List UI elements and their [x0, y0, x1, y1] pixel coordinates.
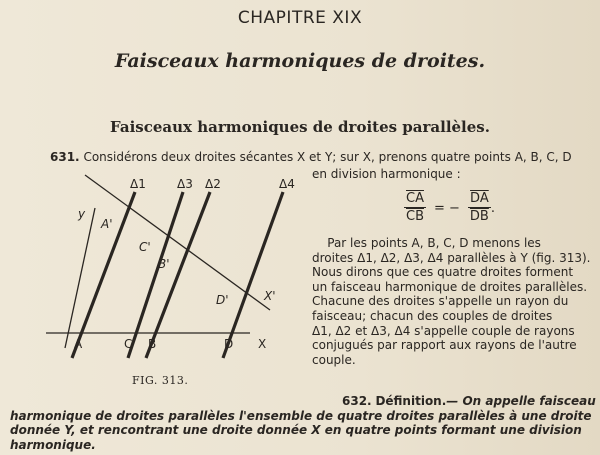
text-line: Nous dirons que ces quatre droites forment	[312, 265, 574, 280]
definition-intro: — On appelle faisceau	[446, 394, 596, 408]
label-delta-4: Δ4	[279, 177, 295, 191]
figure-caption: FIG. 313.	[132, 374, 189, 387]
label-b-prime: B'	[158, 257, 170, 271]
section-title: Faisceaux harmoniques de droites parallèles.	[110, 118, 490, 136]
text-line: Par les points A, B, C, D menons les	[312, 236, 541, 250]
text-line: donnée Y, et rencontrant une droite donnée X en quatre points formant une division	[10, 423, 582, 438]
fraction-right	[468, 191, 491, 225]
line-x-prime	[85, 175, 270, 310]
paragraph-631-line2: en division harmonique :	[312, 167, 461, 181]
label-y: y	[78, 207, 86, 221]
paragraph-631-intro	[50, 150, 600, 165]
paragraph-text: Considérons deux droites sécantes X et Y; sur X, prenons quatre points A, B, C, D	[83, 150, 572, 164]
numerator: $\overline{DA}$	[470, 191, 489, 206]
label-d-prime: D'	[216, 293, 229, 307]
paragraph-number: 631.	[50, 150, 80, 164]
paragraph-631-body	[312, 236, 594, 367]
chapter-heading: CHAPITRE XIX	[237, 8, 363, 28]
text-line: Δ1, Δ2 et Δ3, Δ4 s'appelle couple de rayons	[312, 323, 575, 338]
label-x-prime: X'	[264, 289, 276, 303]
label-x: X	[258, 337, 267, 351]
line-y	[65, 208, 95, 348]
label-c: C	[124, 337, 133, 351]
paragraph-632	[10, 394, 600, 452]
fraction-left	[404, 191, 426, 225]
denominator: CB	[406, 209, 424, 224]
label-d: D	[224, 337, 234, 351]
label-a: A	[74, 337, 83, 351]
figure-313	[0, 170, 310, 370]
ray-delta-4	[223, 192, 283, 358]
text-line: harmonique de droites parallèles l'ensemble de quatre droites parallèles à une droite	[10, 408, 592, 423]
text-line: conjugués par rapport aux rayons de l'autre	[312, 338, 577, 353]
definition-label: Définition.	[375, 394, 447, 408]
text-line	[10, 394, 600, 409]
text-line: Chacune des droites s'appelle un rayon du	[312, 294, 569, 309]
label-c-prime: C'	[139, 240, 151, 254]
text-line: un faisceau harmonique de droites parallèles.	[312, 279, 588, 294]
text-line: harmonique.	[10, 437, 96, 452]
equals-minus: = −	[434, 200, 460, 216]
harmonic-formula	[404, 191, 495, 225]
text-line: couple.	[312, 352, 356, 367]
paragraph-number: 632.	[342, 394, 372, 408]
denominator: DB	[469, 209, 489, 224]
label-delta-1: Δ1	[130, 177, 146, 191]
label-delta-3: Δ3	[177, 177, 193, 191]
chapter-title: Faisceaux harmoniques de droites.	[114, 50, 486, 72]
label-b: B	[148, 337, 157, 351]
label-a-prime: A'	[101, 217, 113, 231]
text-line: droites Δ1, Δ2, Δ3, Δ4 parallèles à Y (fig. 313).	[312, 250, 591, 265]
formula-period: .	[490, 200, 495, 216]
label-delta-2: Δ2	[205, 177, 221, 191]
text-line: faisceau; chacun des couples de droites	[312, 308, 553, 323]
numerator: $\overline{CA}$	[406, 191, 424, 206]
